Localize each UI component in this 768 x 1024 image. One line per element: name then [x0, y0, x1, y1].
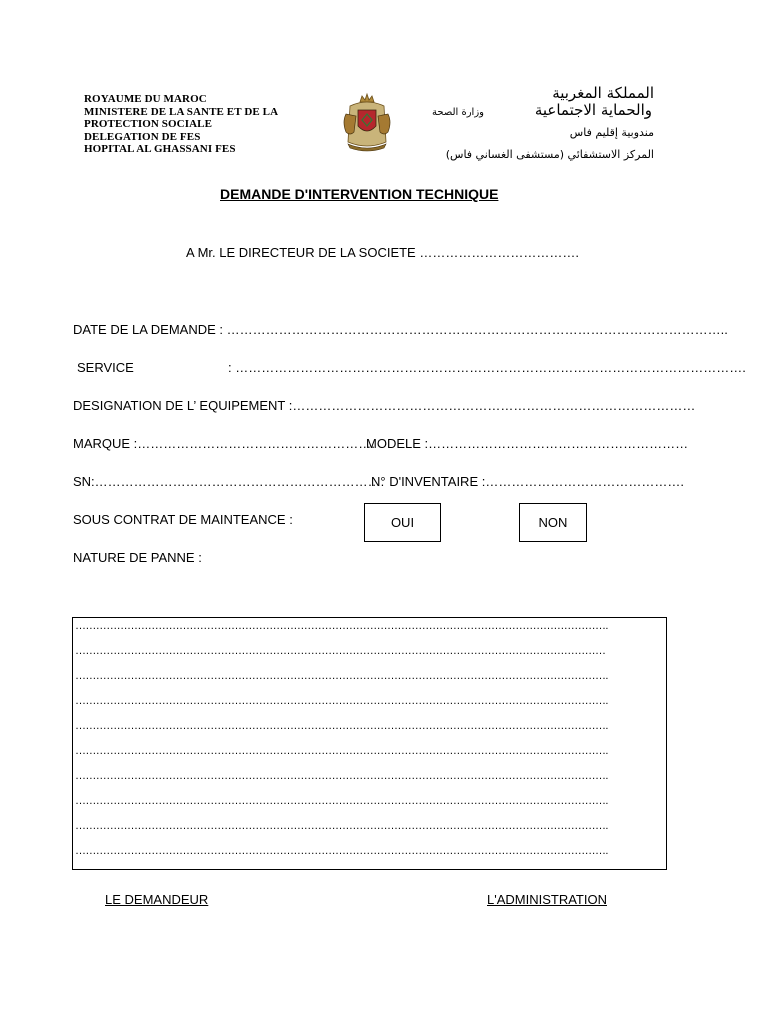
panne-line: ……………………………………………………………………………………………………………………………………….: [75, 695, 608, 707]
header-arabic-hospital: المركز الاستشفائي (مستشفى الغساني فاس): [445, 148, 654, 161]
date-field[interactable]: DATE DE LA DEMANDE : ……………………………………………………………………………………………………..: [73, 322, 728, 337]
panne-line: ……………………………………………………………………………………………………………………………………….: [75, 795, 608, 807]
panne-line: ……………………………………………………………………………………………………………………………………….: [75, 620, 608, 632]
panne-line: ……………………………………………………………………………………………………………………………………….: [75, 745, 608, 757]
header-line-delegation: DELEGATION DE FES: [84, 130, 201, 143]
header-french-block: [84, 93, 278, 156]
panne-line: ………………………………………………………………………………………………………………………………………: [75, 645, 606, 657]
header-arabic-delegation: مندوبية إقليم فاس: [569, 126, 654, 139]
non-checkbox[interactable]: [519, 503, 587, 542]
modele-field[interactable]: MODELE :……………………………………………………: [366, 436, 689, 451]
inventaire-field[interactable]: N° D'INVENTAIRE :……………………………………….: [371, 474, 684, 489]
service-label: SERVICE: [77, 360, 134, 375]
marque-field[interactable]: MARQUE :……………………………………………….: [73, 436, 375, 451]
panne-line: ……………………………………………………………………………………………………………………………………….: [75, 820, 608, 832]
designation-field[interactable]: DESIGNATION DE L’ EQUIPEMENT :…………………………………………………………………………………: [73, 398, 696, 413]
addressee-line[interactable]: A Mr. LE DIRECTEUR DE LA SOCIETE ……………………………….: [186, 245, 579, 260]
panne-description-box[interactable]: [72, 617, 667, 870]
panne-line: ……………………………………………………………………………………………………………………………………….: [75, 770, 608, 782]
moroccan-coat-of-arms-icon: [340, 92, 394, 154]
contrat-label: SOUS CONTRAT DE MAINTEANCE :: [73, 512, 293, 527]
header-arabic-ministry: وزارة الصحة: [432, 107, 484, 118]
non-label: NON: [538, 515, 568, 530]
oui-checkbox[interactable]: [364, 503, 441, 542]
header-arabic-kingdom: المملكة المغربية: [552, 84, 654, 102]
header-line-protection: PROTECTION SOCIALE: [84, 118, 213, 130]
signature-demandeur: LE DEMANDEUR: [105, 892, 209, 907]
panne-line: ……………………………………………………………………………………………………………………………………….: [75, 720, 608, 732]
header-arabic-social-protection: والحماية الاجتماعية: [534, 101, 652, 119]
page-title: DEMANDE D'INTERVENTION TECHNIQUE: [220, 186, 499, 202]
service-field[interactable]: : ……………………………………………………………………………………………………….: [228, 360, 746, 375]
header-line-ministry: MINISTERE DE LA SANTE ET DE LA: [84, 105, 279, 118]
panne-line: ……………………………………………………………………………………………………………………………………….: [75, 670, 608, 682]
header-line-hospital: HOPITAL AL GHASSANI FES: [84, 143, 236, 155]
panne-label: NATURE DE PANNE :: [73, 550, 202, 565]
oui-label: OUI: [390, 515, 415, 530]
sn-field[interactable]: SN:………………………………………………………….: [73, 474, 385, 489]
signature-administration: L'ADMINISTRATION: [487, 892, 607, 907]
header-line-kingdom: ROYAUME DU MAROC: [84, 93, 207, 105]
panne-line: ……………………………………………………………………………………………………………………………………….: [75, 845, 608, 857]
